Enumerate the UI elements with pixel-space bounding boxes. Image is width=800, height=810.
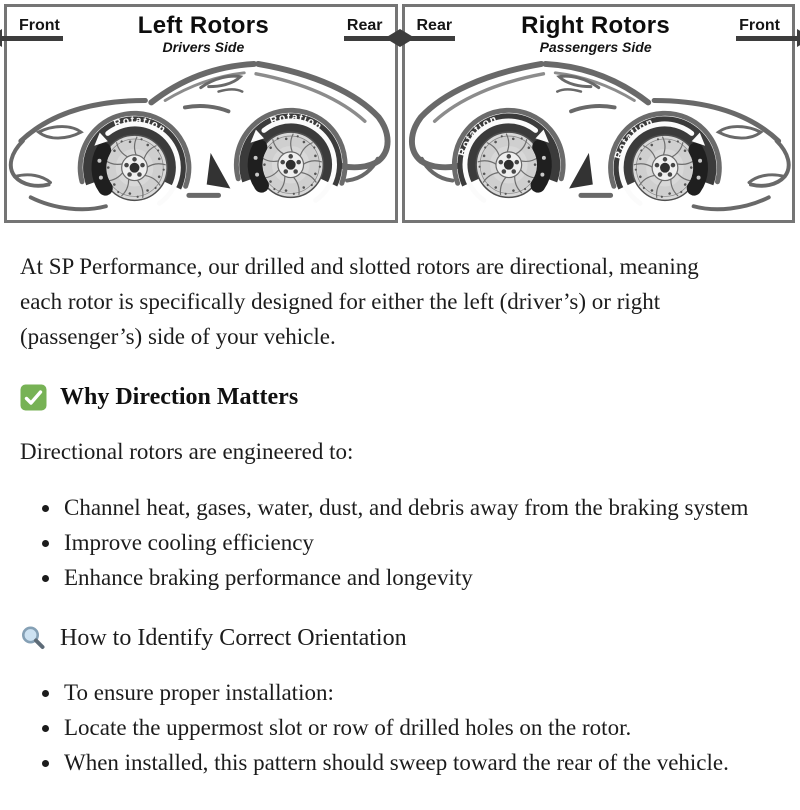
list-item: • Channel heat, gases, water, dust, and debris away from the braking system <box>62 490 762 525</box>
section-lead: Directional rotors are engineered to: <box>20 439 354 465</box>
right-rotors-panel <box>402 4 796 223</box>
left-car-illustration <box>7 56 395 220</box>
right-car-illustration <box>405 56 793 220</box>
rear-direction-label <box>344 18 386 41</box>
rotor-direction-diagram <box>0 0 800 223</box>
direction-text: Front <box>739 17 780 34</box>
list-item: • To ensure proper installation: <box>62 675 762 710</box>
arrow-left-icon <box>400 36 456 41</box>
orientation-list <box>20 675 762 780</box>
list-item: • Improve cooling efficiency <box>62 525 762 560</box>
check-icon <box>20 384 47 411</box>
direction-text: Front <box>19 17 60 34</box>
rotation-label: Rotation <box>612 116 655 161</box>
list-item: • Enhance braking performance and longevity <box>62 560 762 595</box>
front-direction-label <box>16 18 63 41</box>
left-panel-header <box>7 7 395 56</box>
intro-paragraph: At SP Performance, our drilled and slotted rotors are directional, meaning each rotor is specifically designed for either the left (driver’s) or right (passenger’s) side of your vehicle. <box>20 254 699 350</box>
section-heading-how-to-identify <box>20 625 780 652</box>
section-heading-why-direction-matters <box>20 384 780 411</box>
rotation-label: Rotation <box>112 115 168 137</box>
direction-text: Rear <box>346 17 383 34</box>
left-rotors-panel <box>4 4 398 223</box>
rear-direction-label <box>414 18 456 41</box>
direction-text: Rear <box>416 17 453 34</box>
section-heading-text: Why Direction Matters <box>60 384 299 411</box>
list-item: • Locate the uppermost slot or row of drilled holes on the rotor. <box>62 710 762 745</box>
benefits-list <box>20 490 762 595</box>
arrow-right-icon <box>736 36 797 41</box>
left-panel-title-block <box>138 14 269 55</box>
panel-subtitle: Passengers Side <box>539 39 652 56</box>
front-direction-label <box>736 18 783 41</box>
panel-title: Right Rotors <box>521 12 671 39</box>
right-panel-header <box>405 7 793 56</box>
arrow-left-icon <box>2 36 63 41</box>
magnifier-icon <box>20 625 47 652</box>
rotation-label: Rotation <box>456 113 499 158</box>
section-heading-text: How to Identify Correct Orientation <box>60 625 407 652</box>
right-panel-title-block <box>521 14 670 55</box>
list-item: • When installed, this pattern should sweep toward the rear of the vehicle. <box>62 745 762 780</box>
panel-subtitle: Drivers Side <box>162 39 245 56</box>
panel-title: Left Rotors <box>137 12 270 39</box>
rotation-label: Rotation <box>268 112 325 134</box>
article <box>0 223 800 810</box>
